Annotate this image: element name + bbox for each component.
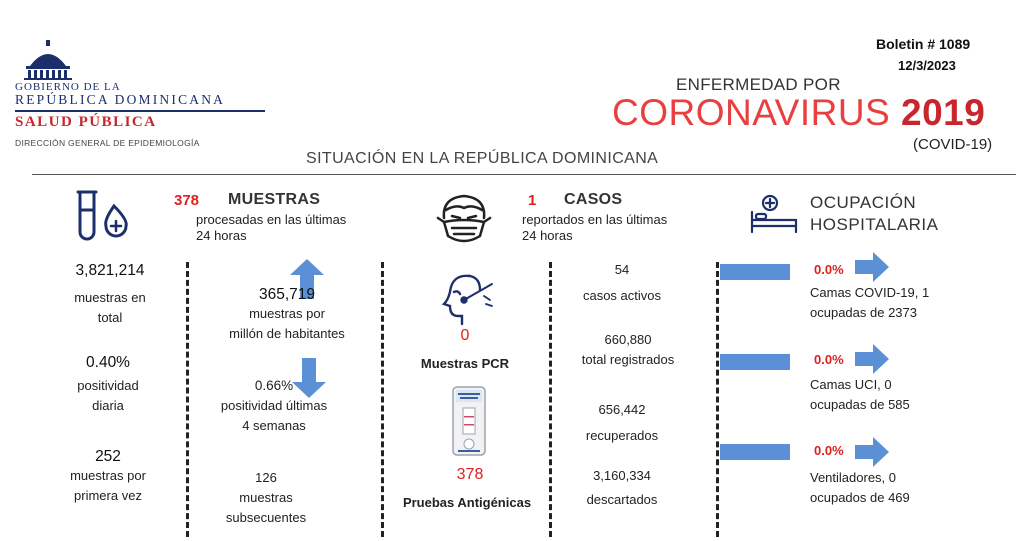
direccion-label: DIRECCIÓN GENERAL DE EPIDEMIOLOGÍA	[15, 138, 200, 148]
arrow-bar-3	[720, 443, 790, 461]
salud-publica-label: SALUD PÚBLICA	[15, 114, 157, 130]
casos-title: CASOS	[564, 191, 623, 208]
positividad-diaria-label2: diaria	[92, 398, 124, 413]
antigenicas-label: Pruebas Antigénicas	[402, 495, 532, 510]
casos-activos-block	[554, 260, 690, 306]
pcr-value: 0	[460, 327, 470, 344]
subsecuentes-value: 126	[255, 470, 277, 485]
arrow-right-icon	[855, 344, 889, 374]
ventiladores-pct: 0.0%	[814, 443, 844, 458]
government-dome-icon	[22, 40, 74, 80]
muestras-sub1: procesadas en las últimas	[196, 212, 347, 227]
gov-line2: REPÚBLICA DOMINICANA	[15, 92, 226, 107]
column-divider-2	[381, 262, 384, 537]
muestras-title: MUESTRAS	[228, 191, 321, 208]
antigen-test-kit-icon	[452, 386, 486, 456]
situacion-heading: SITUACIÓN EN LA REPÚBLICA DOMINICANA	[306, 150, 659, 167]
muestras-total-value: 3,821,214	[75, 262, 145, 279]
coronavirus-word: CORONAVIRUS	[612, 92, 891, 133]
nasal-swab-icon	[440, 270, 496, 326]
ocupacion-title1: OCUPACIÓN	[810, 193, 917, 212]
subsecuentes-label1: muestras	[239, 490, 293, 505]
camas-uci-block	[810, 375, 910, 415]
descartados-value: 3,160,334	[593, 468, 651, 483]
ventiladores-block	[810, 468, 910, 508]
recuperados-block	[554, 400, 690, 446]
camas-uci-line1: Camas UCI, 0	[810, 377, 892, 392]
muestras-millon-label2: millón de habitantes	[229, 326, 345, 341]
casos-activos-label: casos activos	[582, 288, 662, 303]
header-divider	[32, 174, 1016, 175]
column-divider-3	[549, 262, 552, 537]
positividad-4s-value: 0.66%	[254, 378, 294, 393]
muestras-total-block	[40, 262, 180, 328]
casos-sub	[522, 212, 667, 244]
casos-total-block	[554, 330, 702, 370]
muestras-millon-label1: muestras por	[249, 306, 325, 321]
positividad-4s-block	[186, 376, 362, 436]
arrow-bar-2	[720, 353, 790, 371]
descartados-label: descartados	[586, 492, 658, 507]
casos-total-label: total registrados	[581, 352, 675, 367]
boletin-date: 12/3/2023	[898, 58, 956, 73]
primera-vez-label2: primera vez	[74, 488, 142, 503]
camas-covid-block	[810, 283, 929, 323]
coronavirus-title	[612, 92, 985, 134]
casos-sub2: 24 horas	[522, 228, 573, 243]
recuperados-label: recuperados	[585, 428, 659, 443]
subsecuentes-block	[192, 468, 340, 528]
test-tube-drop-icon	[70, 188, 136, 244]
coronavirus-year: 2019	[901, 92, 986, 133]
primera-vez-label1: muestras por	[70, 468, 146, 483]
column-divider-4	[716, 262, 719, 537]
arrow-right-icon	[855, 437, 889, 467]
hospital-bed-icon	[750, 194, 798, 234]
casos-count: 1	[528, 192, 537, 209]
muestras-sub2: 24 horas	[196, 228, 247, 243]
casos-activos-value: 54	[614, 262, 630, 277]
arrow-right-icon	[855, 252, 889, 282]
boletin-number: Boletin # 1089	[876, 36, 971, 52]
pcr-label: Muestras PCR	[420, 356, 510, 371]
camas-covid-pct: 0.0%	[814, 262, 844, 277]
positividad-diaria-block	[38, 354, 178, 416]
positividad-4s-label1: positividad últimas	[220, 398, 328, 413]
casos-total-value: 660,880	[604, 332, 652, 347]
arrow-bar-1	[720, 263, 790, 281]
muestras-total-label1: muestras en	[74, 290, 146, 305]
masked-face-icon	[436, 190, 492, 248]
primera-vez-block	[38, 448, 178, 506]
camas-covid-line1: Camas COVID-19, 1	[810, 285, 930, 300]
camas-covid-line2: ocupadas de 2373	[810, 305, 917, 320]
positividad-diaria-label1: positividad	[77, 378, 139, 393]
enfermedad-label: ENFERMEDAD POR	[676, 75, 841, 94]
muestras-sub	[196, 212, 346, 244]
camas-uci-pct: 0.0%	[814, 352, 844, 367]
subsecuentes-label2: subsecuentes	[225, 510, 307, 525]
muestras-total-label2: total	[97, 310, 123, 325]
muestras-count: 378	[174, 192, 200, 209]
ventiladores-line1: Ventiladores, 0	[810, 470, 897, 485]
descartados-block	[554, 466, 690, 510]
antigenicas-value: 378	[456, 466, 484, 483]
muestras-millon-block	[196, 286, 378, 344]
ventiladores-line2: ocupados de 469	[810, 490, 910, 505]
casos-sub1: reportados en las últimas	[522, 212, 668, 227]
positividad-4s-label2: 4 semanas	[242, 418, 306, 433]
ocupacion-title	[810, 192, 939, 236]
recuperados-value: 656,442	[598, 402, 646, 417]
gov-line1: GOBIERNO DE LA	[15, 81, 121, 93]
camas-uci-line2: ocupadas de 585	[810, 397, 910, 412]
ocupacion-title2: HOSPITALARIA	[810, 215, 939, 234]
covid-label: (COVID-19)	[913, 136, 993, 153]
positividad-diaria-value: 0.40%	[86, 354, 130, 371]
muestras-millon-value: 365,719	[258, 286, 316, 303]
primera-vez-value: 252	[95, 448, 121, 465]
logo-divider	[15, 110, 265, 112]
